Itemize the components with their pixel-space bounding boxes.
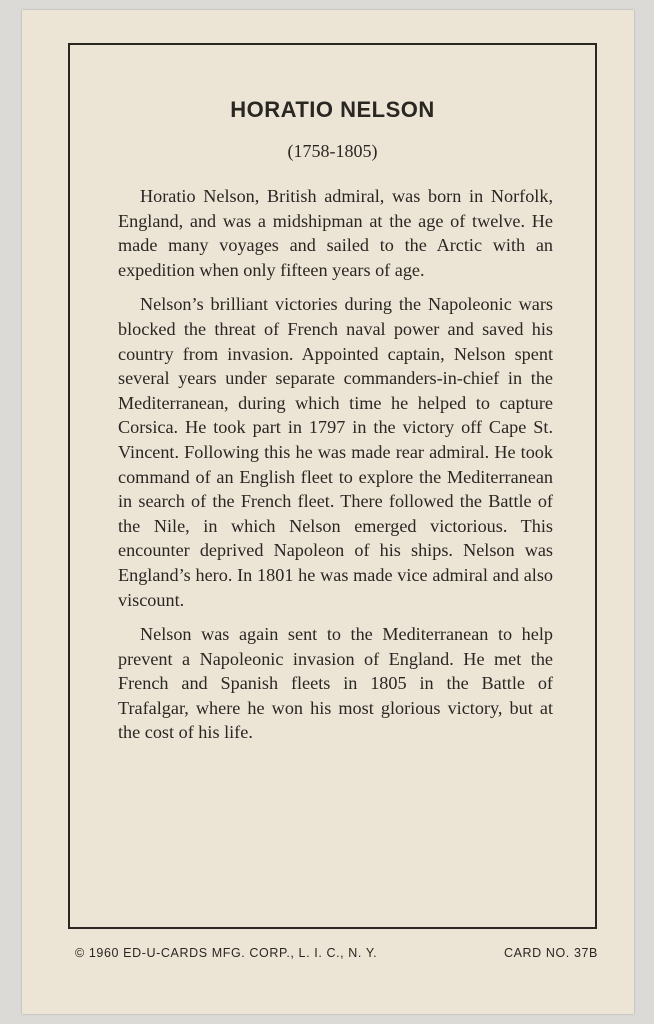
life-dates: (1758-1805) [287, 141, 378, 161]
copyright-notice: © 1960 ED-U-CARDS MFG. CORP., L. I. C., N. Y. [75, 946, 378, 960]
card-title: HORATIO NELSON [230, 97, 435, 122]
trading-card [22, 10, 634, 1014]
biography-text [118, 184, 553, 755]
biography-paragraph: Nelson’s brilliant victories during the Napoleonic wars blocked the threat of French naval power and saved his country from invasion. Appointed captain, Nelson spent several years under separate commanders-in-chief in the Mediterranean, during which time he helped to capture Corsica. He took part in 1797 in the victory off Cape St. Vincent. Following this he was made rear admiral. He took command of an English fleet to explore the Mediterranean in search of the French fleet. There followed the Battle of the Nile, in which Nelson emerged victorious. This encounter deprived Napoleon of his ships. Nelson was England’s hero. In 1801 he was made vice admiral and also viscount. [118, 294, 553, 610]
card-border-frame [68, 43, 597, 929]
biography-paragraph: Nelson was again sent to the Mediterranean to help prevent a Napoleonic invasion of England. He met the French and Spanish fleets in 1805 in the Battle of Trafalgar, where he won his most glorious victory, but at the cost of his life. [118, 624, 553, 743]
card-number: CARD NO. 37B [503, 946, 598, 960]
biography-paragraph: Horatio Nelson, British admiral, was born in Norfolk, England, and was a midshipman at the age of twelve. He made many voyages and sailed to the Arctic with an expedition when only fifteen years of age. [118, 186, 553, 280]
